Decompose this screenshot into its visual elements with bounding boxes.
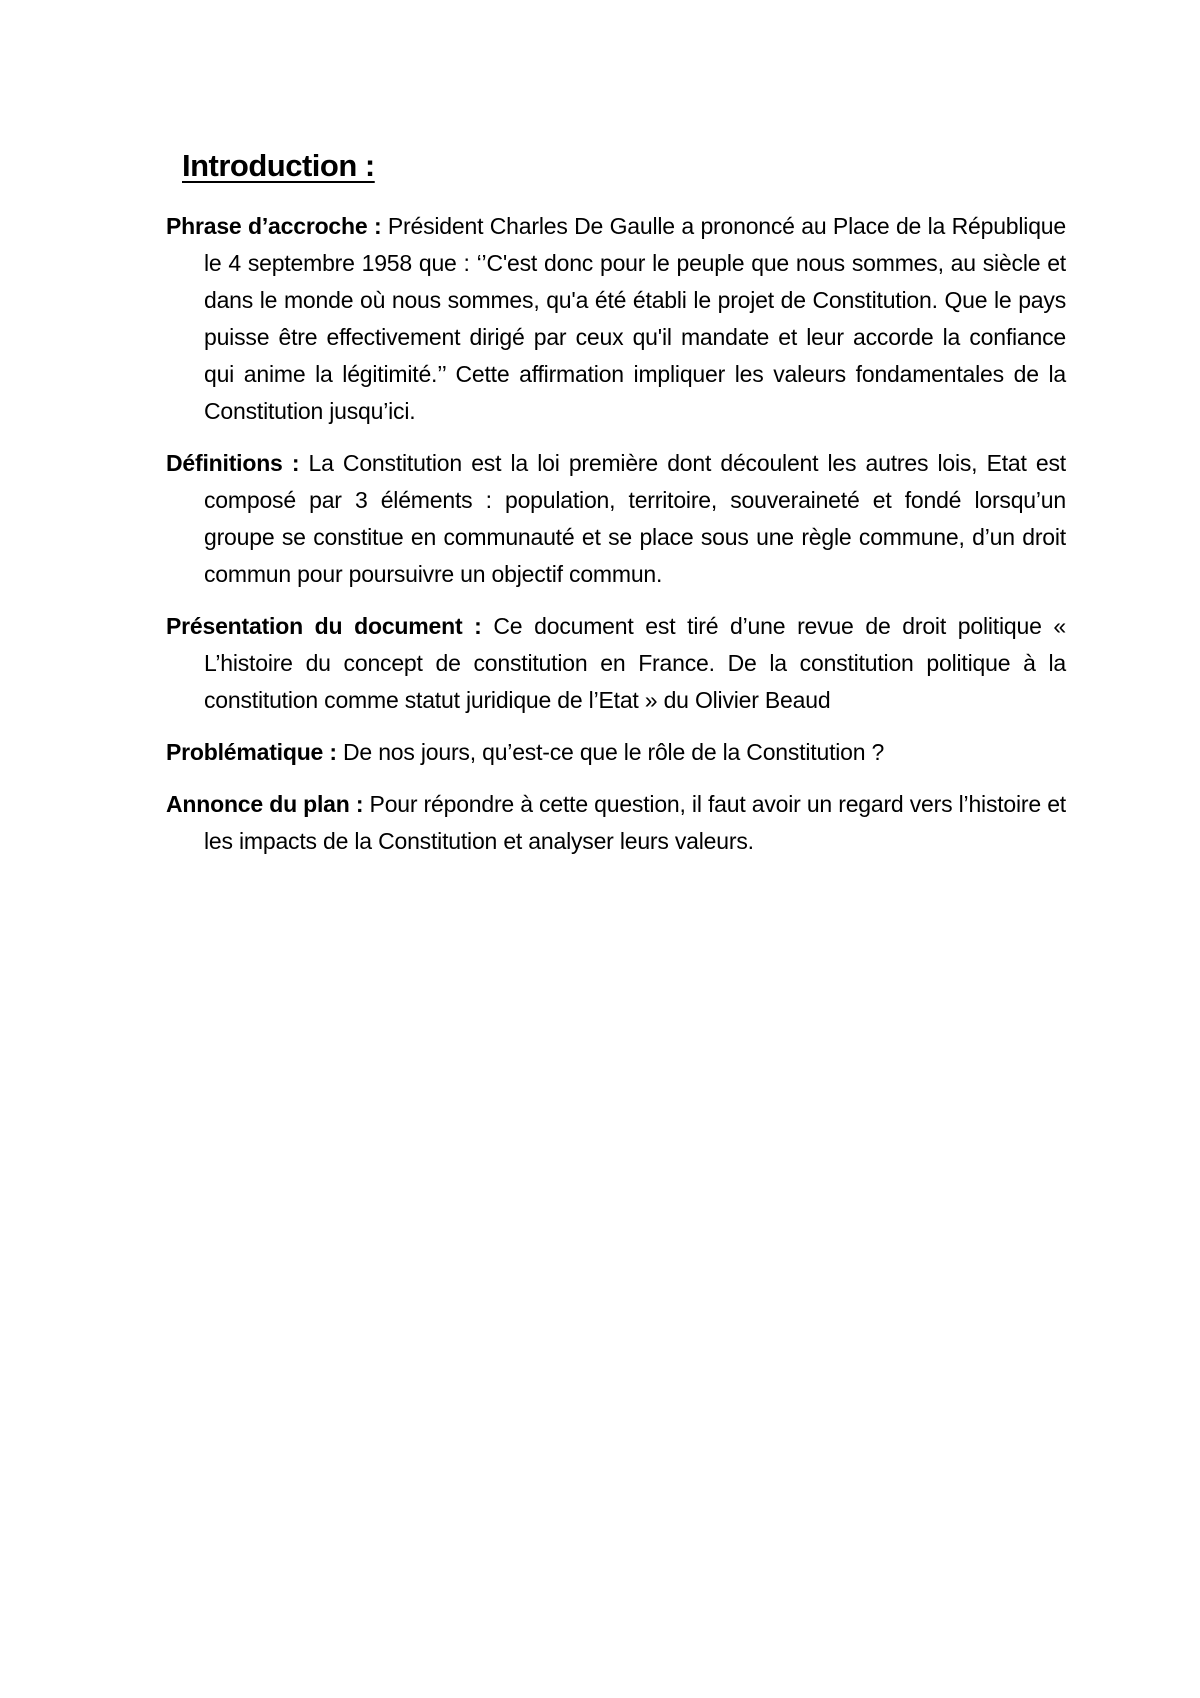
paragraph-label: Annonce du plan :: [166, 791, 364, 817]
paragraph-text: La Constitution est la loi première dont découlent les autres lois, Etat est composé par 3 éléments : population, territoire, souveraineté et fondé lorsqu’un groupe se constitue en communauté et se place sous une règle commune, d’un droit commun pour poursuivre un objectif commun.: [204, 450, 1066, 587]
paragraph-definitions: [166, 445, 1066, 593]
paragraph-label: Phrase d’accroche :: [166, 213, 382, 239]
paragraph-presentation-document: [166, 608, 1066, 719]
document-body: [166, 208, 1066, 875]
paragraph-annonce-plan: [166, 786, 1066, 860]
paragraph-text: Président Charles De Gaulle a prononcé au Place de la République le 4 septembre 1958 que : ‘’C'est donc pour le peuple que nous sommes, au siècle et dans le monde où nous sommes, qu'a été établi le projet de Constitution. Que le pays puisse être effectivement dirigé par ceux qu'il mandate et leur accorde la confiance qui anime la légitimité.’’ Cette affirmation impliquer les valeurs fondamentales de la Constitution jusqu’ici.: [204, 213, 1066, 424]
paragraph-text: De nos jours, qu’est-ce que le rôle de la Constitution ?: [343, 739, 885, 765]
paragraph-text: Pour répondre à cette question, il faut avoir un regard vers l’histoire et les impacts de la Constitution et analyser leurs valeurs.: [204, 791, 1066, 854]
paragraph-problematique: [166, 734, 1066, 771]
paragraph-label: Problématique :: [166, 739, 337, 765]
page-title: Introduction :: [182, 148, 375, 183]
paragraph-label: Définitions :: [166, 450, 300, 476]
paragraph-phrase-accroche: [166, 208, 1066, 430]
paragraph-text: Ce document est tiré d’une revue de droit politique « L’histoire du concept de constitution en France. De la constitution politique à la constitution comme statut juridique de l’Etat » du Olivier Beaud: [204, 613, 1066, 713]
paragraph-label: Présentation du document :: [166, 613, 482, 639]
